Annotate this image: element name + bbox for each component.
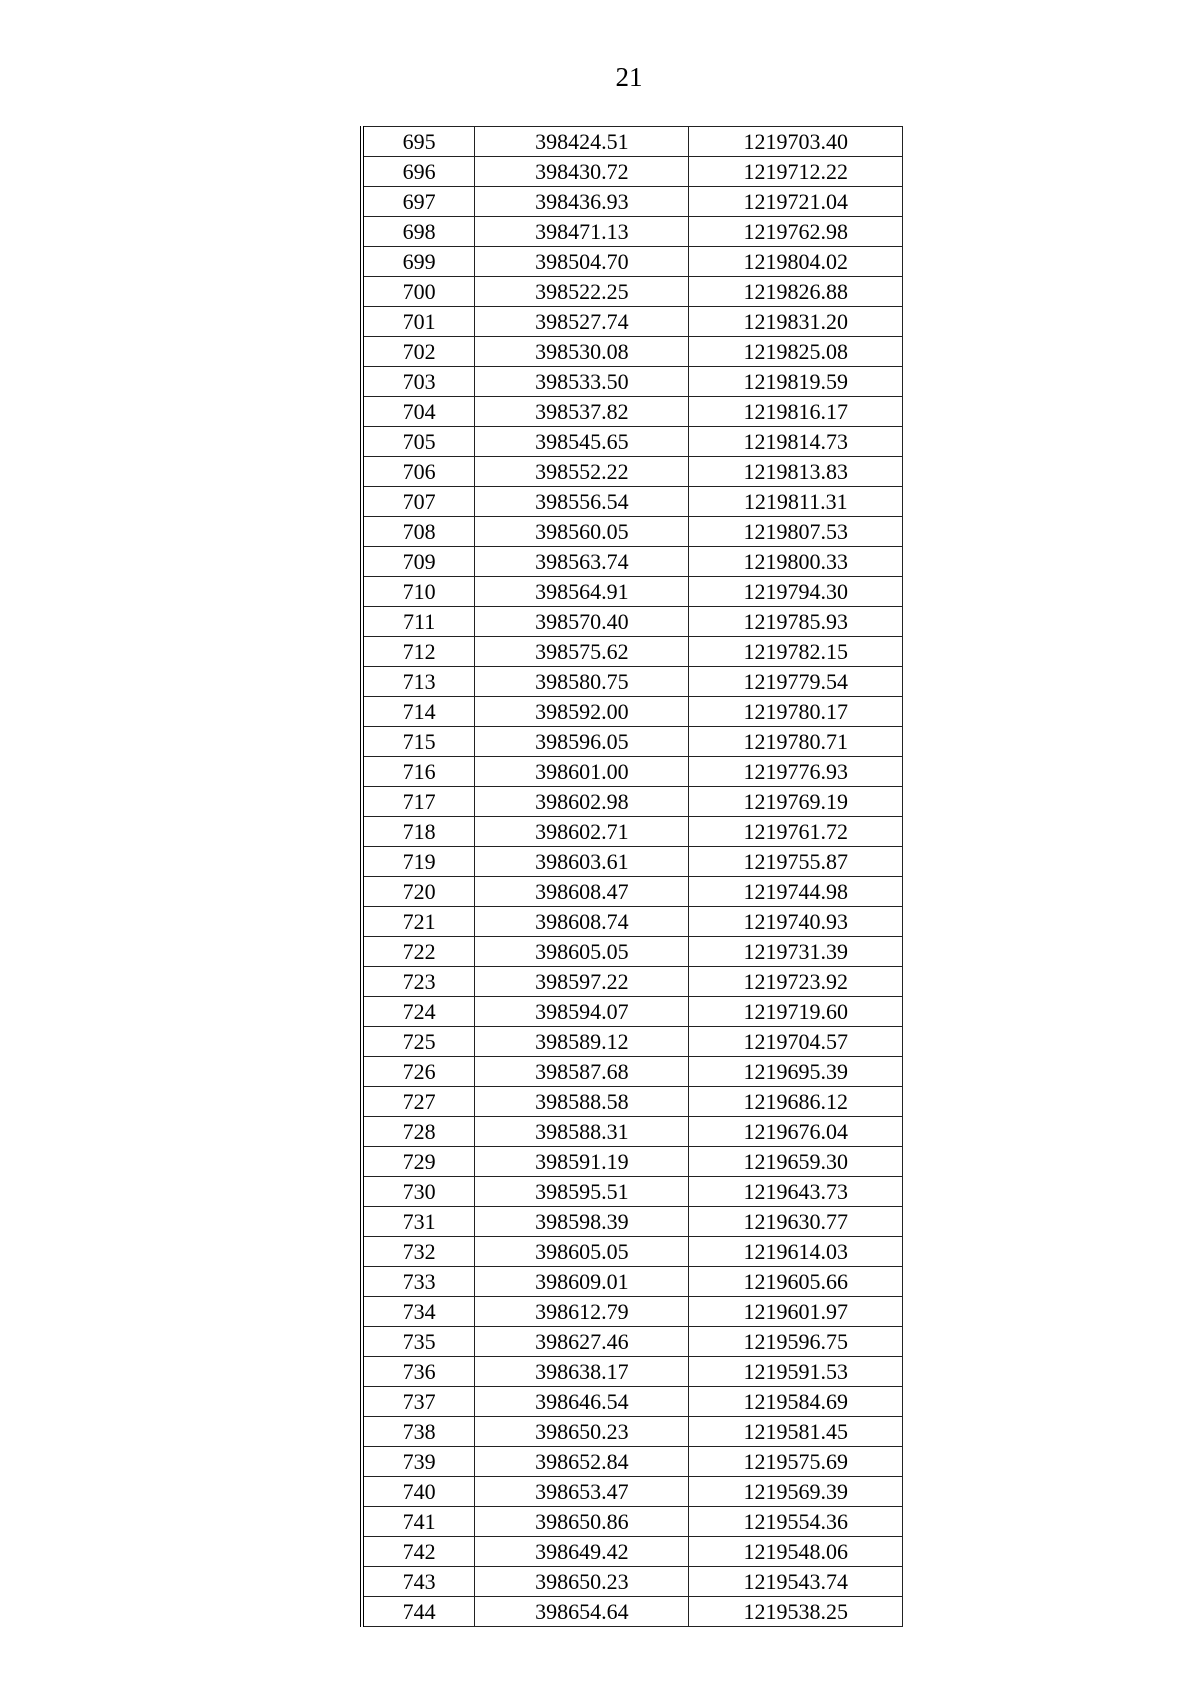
y-coordinate-cell: 1219584.69: [689, 1387, 903, 1417]
point-number-cell: 735: [362, 1327, 475, 1357]
point-number-cell: 696: [362, 157, 475, 187]
y-coordinate-cell: 1219676.04: [689, 1117, 903, 1147]
y-coordinate-cell: 1219761.72: [689, 817, 903, 847]
y-coordinate-cell: 1219630.77: [689, 1207, 903, 1237]
y-coordinate-cell: 1219779.54: [689, 667, 903, 697]
x-coordinate-cell: 398598.39: [475, 1207, 689, 1237]
point-number-cell: 720: [362, 877, 475, 907]
y-coordinate-cell: 1219543.74: [689, 1567, 903, 1597]
table-row: [362, 1147, 903, 1177]
y-coordinate-cell: 1219554.36: [689, 1507, 903, 1537]
table-row: [362, 667, 903, 697]
table-row: [362, 517, 903, 547]
x-coordinate-cell: 398560.05: [475, 517, 689, 547]
x-coordinate-cell: 398601.00: [475, 757, 689, 787]
y-coordinate-cell: 1219804.02: [689, 247, 903, 277]
point-number-cell: 695: [362, 127, 475, 157]
table-row: [362, 307, 903, 337]
point-number-cell: 716: [362, 757, 475, 787]
point-number-cell: 727: [362, 1087, 475, 1117]
x-coordinate-cell: 398522.25: [475, 277, 689, 307]
table-row: [362, 457, 903, 487]
table-row: [362, 1267, 903, 1297]
x-coordinate-cell: 398537.82: [475, 397, 689, 427]
y-coordinate-cell: 1219785.93: [689, 607, 903, 637]
point-number-cell: 701: [362, 307, 475, 337]
table-row: [362, 937, 903, 967]
table-row: [362, 1117, 903, 1147]
point-number-cell: 707: [362, 487, 475, 517]
table-row: [362, 487, 903, 517]
x-coordinate-cell: 398650.86: [475, 1507, 689, 1537]
x-coordinate-cell: 398596.05: [475, 727, 689, 757]
point-number-cell: 723: [362, 967, 475, 997]
table-row: [362, 1447, 903, 1477]
x-coordinate-cell: 398602.71: [475, 817, 689, 847]
x-coordinate-cell: 398556.54: [475, 487, 689, 517]
x-coordinate-cell: 398527.74: [475, 307, 689, 337]
x-coordinate-cell: 398652.84: [475, 1447, 689, 1477]
y-coordinate-cell: 1219591.53: [689, 1357, 903, 1387]
point-number-cell: 704: [362, 397, 475, 427]
y-coordinate-cell: 1219831.20: [689, 307, 903, 337]
point-number-cell: 702: [362, 337, 475, 367]
point-number-cell: 705: [362, 427, 475, 457]
point-number-cell: 724: [362, 997, 475, 1027]
point-number-cell: 737: [362, 1387, 475, 1417]
table-row: [362, 127, 903, 157]
x-coordinate-cell: 398605.05: [475, 937, 689, 967]
y-coordinate-cell: 1219703.40: [689, 127, 903, 157]
x-coordinate-cell: 398654.64: [475, 1597, 689, 1627]
point-number-cell: 742: [362, 1537, 475, 1567]
point-number-cell: 703: [362, 367, 475, 397]
page-number: 21: [615, 62, 643, 92]
table-row: [362, 967, 903, 997]
table-row: [362, 217, 903, 247]
x-coordinate-cell: 398587.68: [475, 1057, 689, 1087]
table-row: [362, 1177, 903, 1207]
y-coordinate-cell: 1219825.08: [689, 337, 903, 367]
point-number-cell: 722: [362, 937, 475, 967]
table-row: [362, 907, 903, 937]
x-coordinate-cell: 398580.75: [475, 667, 689, 697]
y-coordinate-cell: 1219643.73: [689, 1177, 903, 1207]
y-coordinate-cell: 1219740.93: [689, 907, 903, 937]
table-row: [362, 157, 903, 187]
x-coordinate-cell: 398649.42: [475, 1537, 689, 1567]
table-row: [362, 397, 903, 427]
x-coordinate-cell: 398627.46: [475, 1327, 689, 1357]
table-row: [362, 1027, 903, 1057]
x-coordinate-cell: 398564.91: [475, 577, 689, 607]
y-coordinate-cell: 1219794.30: [689, 577, 903, 607]
point-number-cell: 715: [362, 727, 475, 757]
point-number-cell: 698: [362, 217, 475, 247]
table-row: [362, 1327, 903, 1357]
point-number-cell: 740: [362, 1477, 475, 1507]
point-number-cell: 713: [362, 667, 475, 697]
x-coordinate-cell: 398650.23: [475, 1567, 689, 1597]
point-number-cell: 733: [362, 1267, 475, 1297]
point-number-cell: 700: [362, 277, 475, 307]
y-coordinate-cell: 1219744.98: [689, 877, 903, 907]
point-number-cell: 711: [362, 607, 475, 637]
y-coordinate-cell: 1219605.66: [689, 1267, 903, 1297]
y-coordinate-cell: 1219800.33: [689, 547, 903, 577]
table-row: [362, 247, 903, 277]
table-row: [362, 1477, 903, 1507]
x-coordinate-cell: 398602.98: [475, 787, 689, 817]
coordinates-table: [360, 126, 903, 1627]
y-coordinate-cell: 1219782.15: [689, 637, 903, 667]
point-number-cell: 708: [362, 517, 475, 547]
point-number-cell: 718: [362, 817, 475, 847]
table-row: [362, 367, 903, 397]
y-coordinate-cell: 1219755.87: [689, 847, 903, 877]
y-coordinate-cell: 1219719.60: [689, 997, 903, 1027]
x-coordinate-cell: 398650.23: [475, 1417, 689, 1447]
y-coordinate-cell: 1219776.93: [689, 757, 903, 787]
table-row: [362, 607, 903, 637]
table-row: [362, 757, 903, 787]
y-coordinate-cell: 1219581.45: [689, 1417, 903, 1447]
x-coordinate-cell: 398592.00: [475, 697, 689, 727]
table-row: [362, 1297, 903, 1327]
y-coordinate-cell: 1219819.59: [689, 367, 903, 397]
point-number-cell: 719: [362, 847, 475, 877]
table-row: [362, 577, 903, 607]
y-coordinate-cell: 1219780.71: [689, 727, 903, 757]
x-coordinate-cell: 398504.70: [475, 247, 689, 277]
y-coordinate-cell: 1219601.97: [689, 1297, 903, 1327]
point-number-cell: 731: [362, 1207, 475, 1237]
y-coordinate-cell: 1219811.31: [689, 487, 903, 517]
y-coordinate-cell: 1219569.39: [689, 1477, 903, 1507]
point-number-cell: 710: [362, 577, 475, 607]
y-coordinate-cell: 1219816.17: [689, 397, 903, 427]
y-coordinate-cell: 1219614.03: [689, 1237, 903, 1267]
x-coordinate-cell: 398533.50: [475, 367, 689, 397]
y-coordinate-cell: 1219813.83: [689, 457, 903, 487]
x-coordinate-cell: 398594.07: [475, 997, 689, 1027]
y-coordinate-cell: 1219723.92: [689, 967, 903, 997]
x-coordinate-cell: 398588.58: [475, 1087, 689, 1117]
x-coordinate-cell: 398612.79: [475, 1297, 689, 1327]
x-coordinate-cell: 398563.74: [475, 547, 689, 577]
y-coordinate-cell: 1219807.53: [689, 517, 903, 547]
point-number-cell: 726: [362, 1057, 475, 1087]
point-number-cell: 730: [362, 1177, 475, 1207]
point-number-cell: 721: [362, 907, 475, 937]
table-row: [362, 1597, 903, 1627]
x-coordinate-cell: 398424.51: [475, 127, 689, 157]
x-coordinate-cell: 398638.17: [475, 1357, 689, 1387]
y-coordinate-cell: 1219538.25: [689, 1597, 903, 1627]
point-number-cell: 744: [362, 1597, 475, 1627]
table-row: [362, 1087, 903, 1117]
point-number-cell: 706: [362, 457, 475, 487]
point-number-cell: 736: [362, 1357, 475, 1387]
point-number-cell: 697: [362, 187, 475, 217]
x-coordinate-cell: 398570.40: [475, 607, 689, 637]
point-number-cell: 709: [362, 547, 475, 577]
x-coordinate-cell: 398646.54: [475, 1387, 689, 1417]
x-coordinate-cell: 398595.51: [475, 1177, 689, 1207]
table-row: [362, 697, 903, 727]
point-number-cell: 741: [362, 1507, 475, 1537]
x-coordinate-cell: 398545.65: [475, 427, 689, 457]
table-row: [362, 1417, 903, 1447]
y-coordinate-cell: 1219769.19: [689, 787, 903, 817]
y-coordinate-cell: 1219596.75: [689, 1327, 903, 1357]
x-coordinate-cell: 398530.08: [475, 337, 689, 367]
table-row: [362, 187, 903, 217]
x-coordinate-cell: 398471.13: [475, 217, 689, 247]
x-coordinate-cell: 398653.47: [475, 1477, 689, 1507]
point-number-cell: 739: [362, 1447, 475, 1477]
y-coordinate-cell: 1219712.22: [689, 157, 903, 187]
y-coordinate-cell: 1219659.30: [689, 1147, 903, 1177]
x-coordinate-cell: 398609.01: [475, 1267, 689, 1297]
y-coordinate-cell: 1219721.04: [689, 187, 903, 217]
table-row: [362, 277, 903, 307]
x-coordinate-cell: 398605.05: [475, 1237, 689, 1267]
y-coordinate-cell: 1219548.06: [689, 1537, 903, 1567]
table-row: [362, 727, 903, 757]
table-row: [362, 337, 903, 367]
point-number-cell: 732: [362, 1237, 475, 1267]
table-row: [362, 1057, 903, 1087]
point-number-cell: 712: [362, 637, 475, 667]
table-row: [362, 1207, 903, 1237]
x-coordinate-cell: 398597.22: [475, 967, 689, 997]
table-row: [362, 637, 903, 667]
table-row: [362, 787, 903, 817]
point-number-cell: 743: [362, 1567, 475, 1597]
table-row: [362, 1237, 903, 1267]
table-row: [362, 847, 903, 877]
point-number-cell: 714: [362, 697, 475, 727]
x-coordinate-cell: 398575.62: [475, 637, 689, 667]
x-coordinate-cell: 398603.61: [475, 847, 689, 877]
point-number-cell: 725: [362, 1027, 475, 1057]
point-number-cell: 717: [362, 787, 475, 817]
point-number-cell: 728: [362, 1117, 475, 1147]
x-coordinate-cell: 398589.12: [475, 1027, 689, 1057]
x-coordinate-cell: 398608.74: [475, 907, 689, 937]
x-coordinate-cell: 398588.31: [475, 1117, 689, 1147]
y-coordinate-cell: 1219731.39: [689, 937, 903, 967]
table-row: [362, 1387, 903, 1417]
point-number-cell: 699: [362, 247, 475, 277]
point-number-cell: 729: [362, 1147, 475, 1177]
table-row: [362, 877, 903, 907]
x-coordinate-cell: 398552.22: [475, 457, 689, 487]
coordinates-table-body: [362, 127, 903, 1627]
table-row: [362, 817, 903, 847]
y-coordinate-cell: 1219826.88: [689, 277, 903, 307]
x-coordinate-cell: 398430.72: [475, 157, 689, 187]
table-row: [362, 1507, 903, 1537]
table-row: [362, 1537, 903, 1567]
point-number-cell: 734: [362, 1297, 475, 1327]
y-coordinate-cell: 1219686.12: [689, 1087, 903, 1117]
table-row: [362, 1567, 903, 1597]
x-coordinate-cell: 398608.47: [475, 877, 689, 907]
table-row: [362, 997, 903, 1027]
x-coordinate-cell: 398436.93: [475, 187, 689, 217]
y-coordinate-cell: 1219704.57: [689, 1027, 903, 1057]
y-coordinate-cell: 1219814.73: [689, 427, 903, 457]
point-number-cell: 738: [362, 1417, 475, 1447]
y-coordinate-cell: 1219780.17: [689, 697, 903, 727]
y-coordinate-cell: 1219695.39: [689, 1057, 903, 1087]
table-row: [362, 547, 903, 577]
table-row: [362, 1357, 903, 1387]
y-coordinate-cell: 1219575.69: [689, 1447, 903, 1477]
y-coordinate-cell: 1219762.98: [689, 217, 903, 247]
x-coordinate-cell: 398591.19: [475, 1147, 689, 1177]
table-row: [362, 427, 903, 457]
